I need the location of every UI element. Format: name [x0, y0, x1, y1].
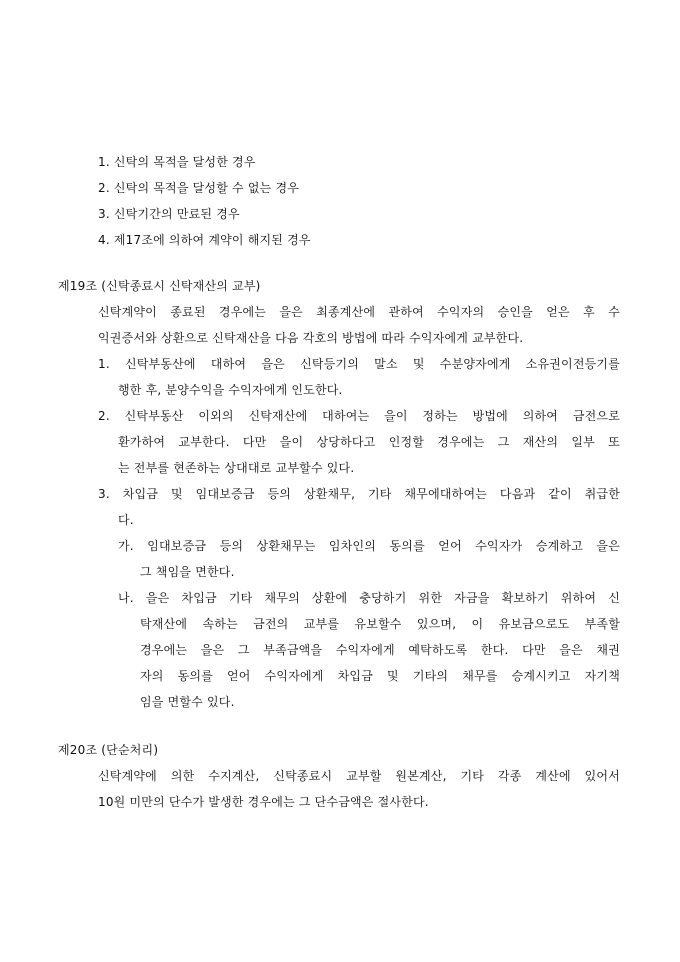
article-20-body-line: 10원 미만의 단수가 발생한 경우에는 그 단수금액은 절사한다. — [98, 795, 429, 809]
article-19-intro-line: 익권증서와 상환으로 신탁재산을 다음 각호의 방법에 따라 수익자에게 교부한다. — [98, 331, 524, 345]
article-20-heading: 제20조 (단순처리) — [58, 743, 159, 757]
list-item: 2. 신탁의 목적을 달성할 수 없는 경우 — [98, 181, 300, 195]
article-19-item-3-line: 다. — [118, 513, 134, 527]
article-19-item-2-line: 환가하여 교부한다. 다만 을이 상당하다고 인정할 경우에는 그 재산의 일부 또 — [118, 435, 620, 449]
article-19-sub-na-line: 임을 면할수 있다. — [140, 695, 235, 709]
list-item: 3. 신탁기간의 만료된 경우 — [98, 207, 240, 221]
list-item: 4. 제17조에 의하여 계약이 해지된 경우 — [98, 233, 311, 247]
article-19-heading: 제19조 (신탁종료시 신탁재산의 교부) — [58, 279, 261, 293]
article-19-sub-na-line: 자의 동의를 얻어 수익자에게 차입금 및 기타의 채무를 승계시키고 자기책 — [140, 669, 620, 683]
article-19-sub-na-line: 탁재산에 속하는 금전의 교부를 유보할수 있으며, 이 유보금으로도 부족할 — [140, 617, 620, 631]
article-19-item-2-line: 는 전부를 현존하는 상대대로 교부할수 있다. — [118, 461, 355, 475]
article-19-sub-ga-line: 그 책임을 면한다. — [140, 565, 235, 579]
article-19-sub-na-line: 경우에는 을은 그 부족금액을 수익자에게 예탁하도록 한다. 다만 을은 채권 — [140, 643, 620, 657]
article-19-sub-na-line: 나. 을은 차입금 기타 채무의 상환에 충당하기 위한 자금을 확보하기 위하여 신 — [118, 591, 620, 605]
list-item: 1. 신탁의 목적을 달성한 경우 — [98, 155, 256, 169]
article-19-sub-ga-line: 가. 임대보증금 등의 상환채무는 임차인의 동의를 얻어 수익자가 승계하고 을은 — [118, 539, 620, 553]
article-19-item-1-line: 행한 후, 분양수익을 수익자에게 인도한다. — [118, 383, 343, 397]
article-19-item-2-line: 2. 신탁부동산 이외의 신탁재산에 대하여는 을이 정하는 방법에 의하여 금전으로 — [98, 409, 620, 423]
article-19-intro-line: 신탁계약이 종료된 경우에는 을은 최종계산에 관하여 수익자의 승인을 얻은 후 수 — [98, 305, 620, 319]
article-19-item-3-line: 3. 차입금 및 임대보증금 등의 상환채무, 기타 채무에대하여는 다음과 같이 취급한 — [98, 487, 620, 501]
article-20-body-line: 신탁계약에 의한 수지계산, 신탁종료시 교부할 원본계산, 기타 각종 계산에 있어서 — [98, 769, 620, 783]
article-19-item-1-line: 1. 신탁부동산에 대하여 을은 신탁등기의 말소 및 수분양자에게 소유권이전등기를 — [98, 357, 620, 371]
